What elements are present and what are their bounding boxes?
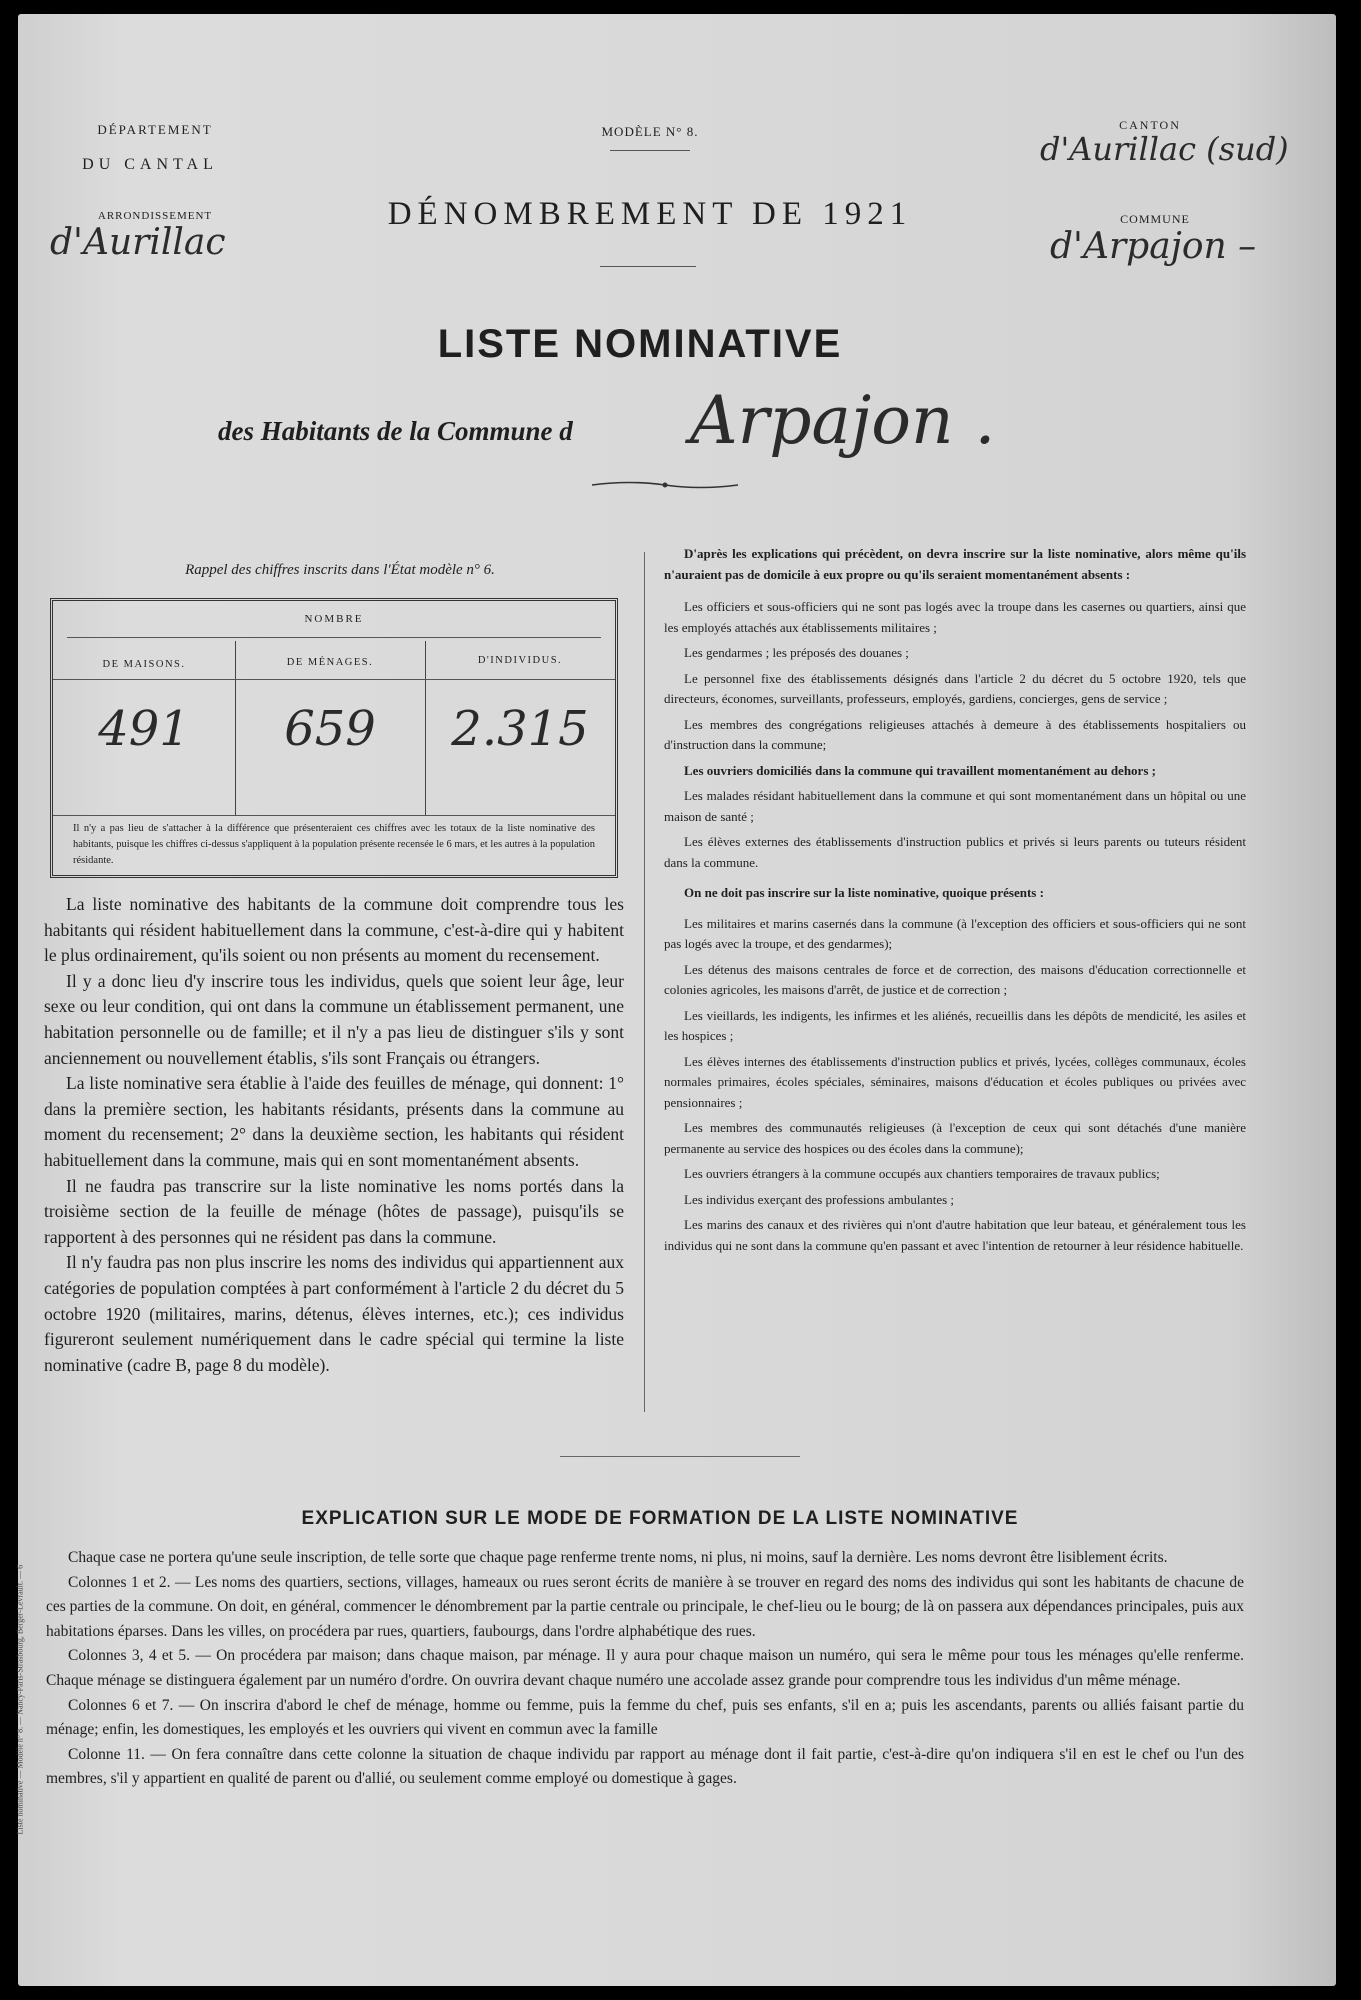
- ornament-divider: [590, 478, 740, 492]
- arrondissement-value: d'Aurillac: [50, 222, 226, 263]
- modele-number: MODÈLE N° 8.: [601, 124, 699, 139]
- rappel-note: Il n'y a pas lieu de s'attacher à la différence que présenteraient ces chiffres avec les totaux de la liste nominative des habitants, puisque les chiffres ci-dessus s'appliquent à la population présente recensée le 6 mars, et les autres à la population résidante.: [73, 823, 595, 866]
- liste-subtitle: des Habitants de la Commune d: [218, 416, 573, 446]
- exclude-item: Les détenus des maisons centrales de force et de correction, des maisons d'éducation correctionnelle et colonies agricoles, les maisons d'arrêt, de justice et de correction ;: [664, 961, 1246, 997]
- canton-value: d'Aurillac (sud): [1040, 130, 1289, 168]
- include-item: Les malades résidant habituellement dans la commune et qui sont momentanément dans un hôpital ou une maison de santé ;: [664, 788, 1246, 824]
- exclude-item: Les élèves internes des établissements d'instruction publics et privés, lycées, collèges communaux, écoles normales primaires, écoles spéciales, séminaires, maisons d'éducation et écoles publiques ou privées avec pensionnaires ;: [664, 1053, 1246, 1110]
- departement-label: DÉPARTEMENT: [97, 122, 213, 137]
- note-rule: [53, 815, 615, 816]
- liste-title: LISTE NOMINATIVE: [437, 322, 843, 366]
- table-rule: [67, 637, 601, 638]
- canton-label: CANTON: [1119, 118, 1181, 132]
- left-paragraph: La liste nominative des habitants de la commune doit comprendre tous les habitants qui résident habituellement dans la commune, c'est-à-dire qui y habitent le plus ordinairement, qu'ils soient ou non présents au moment du recensement.: [44, 894, 624, 966]
- left-column-text: [44, 892, 624, 1378]
- exclude-item: Les membres des communautés religieuses (à l'exception de ceux qui sont détachés d'une manière permanente au service des hospices ou des écoles dans la commune);: [664, 1120, 1246, 1156]
- exclude-heading: On ne doit pas inscrire sur la liste nominative, quoique présents :: [684, 885, 1044, 900]
- section-rule: [560, 1456, 800, 1457]
- left-paragraph: Il n'y faudra pas non plus inscrire les noms des individus qui appartiennent aux catégories de population comptées à part conformément à l'article 2 du décret du 5 octobre 1920 (militaires, marins, détenus, élèves internes, etc.); ces individus figureront seulement numériquement dans le cadre spécial qui termine la liste nominative (cadre B, page 8 du modèle).: [44, 1252, 624, 1375]
- include-item: Le personnel fixe des établissements désignés dans l'article 2 du décret du 5 octobre 1920, tels que directeurs, économes, surveillants, professeurs, employés, gardiens, concierges, gens de service ;: [664, 670, 1246, 706]
- exclude-item: Les marins des canaux et des rivières qui n'ont d'autre habitation que leur bateau, et généralement tous les individus qui ne sont dans la commune qu'en passant et avec l'intention de retourner à leur résidence habituelle.: [664, 1217, 1246, 1253]
- col-maisons-header: DE MAISONS.: [102, 659, 186, 670]
- value-individus: 2.315: [451, 701, 589, 757]
- include-item: Les élèves externes des établissements d'instruction publics et privés si leurs parents ou tuteurs résident dans la commune.: [664, 834, 1246, 870]
- explication-text: [46, 1546, 1244, 1792]
- explication-paragraph: Colonnes 3, 4 et 5. — On procédera par maison; dans chaque maison, par ménage. Il y aura pour chaque maison un numéro, qui sera le même pour tous les ménages qu'elle renferme. Chaque ménage se distinguera également par un numéro d'ordre. On ouvrira devant chaque numéro une accolade assez grande pour comprendre tous les individus d'un même ménage.: [46, 1647, 1244, 1689]
- left-paragraph: Il ne faudra pas transcrire sur la liste nominative les noms portés dans la troisième section de la feuille de ménage (hôtes de passage), puisqu'ils se rapportent à des personnes qui ne résident pas dans la commune.: [44, 1175, 624, 1247]
- exclude-item: Les militaires et marins casernés dans la commune (à l'exception des officiers et sous-officiers qui ne sont pas logés avec la troupe, et des gendarmes);: [664, 915, 1246, 951]
- include-item: Les officiers et sous-officiers qui ne sont pas logés avec la troupe dans les casernes ou quartiers, ainsi que les employés attachés aux établissements militaires ;: [664, 599, 1246, 635]
- header-rule: [53, 679, 615, 680]
- commune-value: d'Arpajon –: [1050, 226, 1257, 267]
- departement-value: DU CANTAL: [82, 156, 218, 173]
- title-rule: [600, 266, 696, 267]
- modele-rule: [610, 150, 690, 151]
- exclude-item: Les individus exerçant des professions ambulantes ;: [684, 1191, 955, 1207]
- rappel-table: [50, 598, 618, 878]
- left-paragraph: La liste nominative sera établie à l'aide des feuilles de ménage, qui donnent: 1° dans la première section, les habitants résidants, présents dans la commune au moment du recensement; 2° dans la deuxième section, les habitants qui résident habituellement dans la commune, mais qui en sont momentanément absents.: [44, 1073, 624, 1170]
- explication-paragraph: Colonnes 6 et 7. — On inscrira d'abord le chef de ménage, homme ou femme, puis la femme du chef, puis ses enfants, s'il en a; puis les ascendants, parents ou alliés faisant partie du ménage; enfin, les domestiques, les employés et les ouvriers qui vivent en commun avec la famille: [46, 1696, 1244, 1739]
- value-menages: 659: [284, 701, 376, 757]
- left-paragraph: Il y a donc lieu d'y inscrire tous les individus, quels que soient leur âge, leur sexe ou leur condition, qui ont dans la commune un établissement permanent, une habitation personnelle ou de famille; et il n'y a pas lieu de distinguer s'ils y sont anciennement ou nouvellement établis, s'ils sont Français ou étrangers.: [44, 970, 624, 1068]
- include-item: Les ouvriers domiciliés dans la commune qui travaillent momentanément au dehors ;: [684, 762, 1156, 778]
- col-menages-header: DE MÉNAGES.: [286, 657, 374, 668]
- exclude-item: Les vieillards, les indigents, les infirmes et les aliénés, recueillis dans les dépôts de mendicité, les asiles et les hospices ;: [664, 1007, 1246, 1043]
- rappel-caption: Rappel des chiffres inscrits dans l'État modèle n° 6.: [185, 562, 495, 578]
- include-item: Les membres des congrégations religieuses attachés à demeure à des établissements hospitaliers ou d'instruction dans la commune;: [664, 716, 1246, 752]
- exclude-item: Les ouvriers étrangers à la commune occupés aux chantiers temporaires de travaux publics;: [684, 1166, 1160, 1181]
- nombre-label: NOMBRE: [304, 613, 364, 625]
- liste-commune-handwritten: Arpajon .: [690, 382, 996, 459]
- explication-paragraph: Colonnes 1 et 2. — Les noms des quartiers, sections, villages, hameaux ou rues seront écrits de manière à se trouver en regard des noms des individus qui sont les habitants de chacune de ces parties de la commune. On doit, en général, commencer le dénombrement par la partie centrale ou principale, le chef-lieu ou le bourg; de là on passera aux dépendances principales, puis aux habitations éparses. Dans les villes, on procédera par rues, quartiers, faubourgs, dans l'ordre alphabétique des rues.: [46, 1573, 1244, 1640]
- include-item: Les gendarmes ; les préposés des douanes ;: [684, 645, 909, 660]
- arrondissement-label: ARRONDISSEMENT: [97, 210, 213, 222]
- margin-imprint: Liste nominative — Modèle n° 8. — Nancy-Paris-Strasbourg, Berger-Levrault. — 6: [15, 1564, 25, 1835]
- col-individus-header: D'INDIVIDUS.: [477, 655, 563, 666]
- right-column-text: [664, 544, 1246, 1261]
- right-intro: D'après les explications qui précèdent, on devra inscrire sur la liste nominative, alors même qu'ils n'auraient pas de domicile à eux propre ou qu'ils seraient momentanément absents :: [664, 546, 1246, 582]
- explication-paragraph: Colonne 11. — On fera connaître dans cette colonne la situation de chaque individu par rapport au ménage dont il fait partie, c'est-à-dire qu'on indiquera s'il en est le chef ou l'un des membres, s'il y appartient en qualité de parent ou d'allié, ou seulement comme employé ou domestique à gages.: [46, 1745, 1244, 1788]
- value-maisons: 491: [98, 701, 190, 757]
- commune-label: COMMUNE: [1120, 212, 1190, 226]
- document-title: DÉNOMBREMENT DE 1921: [387, 196, 913, 232]
- explication-paragraph: Chaque case ne portera qu'une seule inscription, de telle sorte que chaque page renferme trente noms, ni plus, ni moins, sauf la dernière. Les noms devront être lisiblement écrits.: [68, 1549, 1168, 1566]
- explication-title: EXPLICATION SUR LE MODE DE FORMATION DE LA LISTE NOMINATIVE: [301, 1508, 1019, 1529]
- column-divider: [644, 552, 645, 1412]
